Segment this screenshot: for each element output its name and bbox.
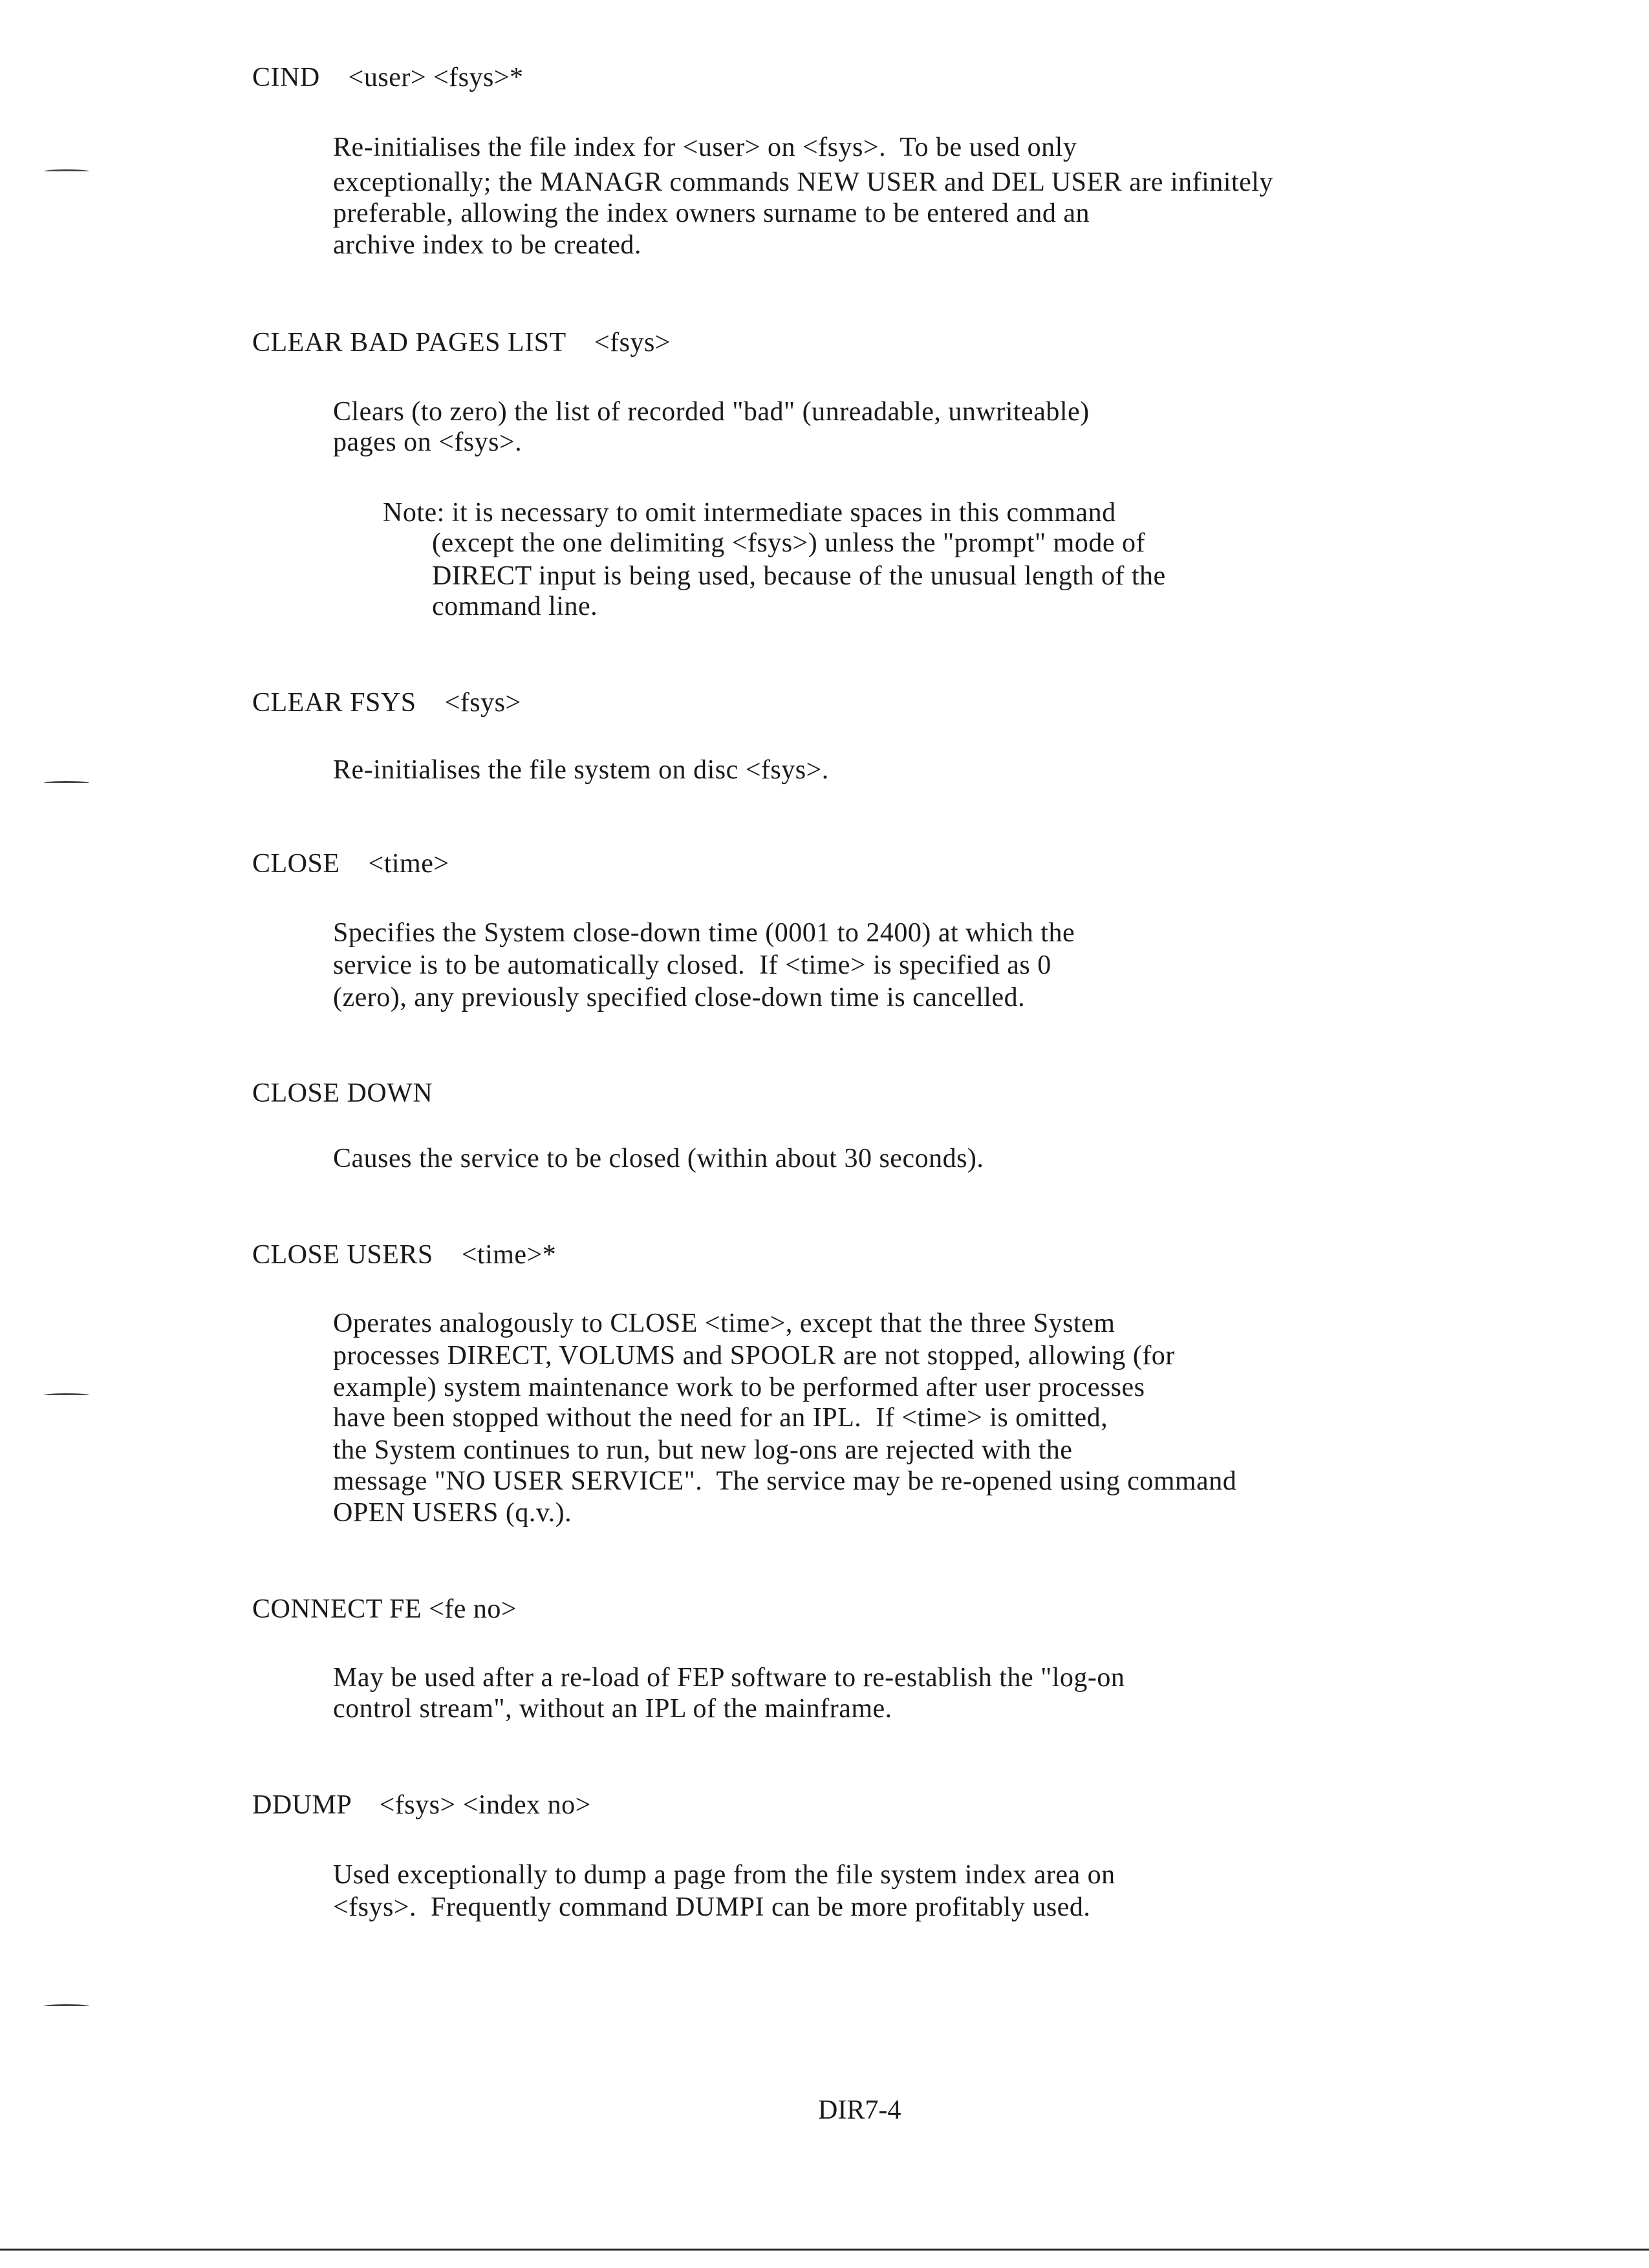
page-number: DIR7-4 <box>818 2095 901 2125</box>
entry-body-line: processes DIRECT, VOLUMS and SPOOLR are not stopped, allowing (for <box>333 1341 1175 1371</box>
entry-heading-close-users: CLOSE USERS <time>* <box>252 1240 557 1270</box>
entry-body-line: Re-initialises the file index for <user> on <fsys>. To be used only <box>333 133 1077 162</box>
entry-note-line: (except the one delimiting <fsys>) unless the "prompt" mode of <box>432 528 1145 558</box>
bottom-rule <box>0 2249 1649 2251</box>
entry-body-line: May be used after a re-load of FEP software to re-establish the "log-on <box>333 1663 1125 1693</box>
entry-heading-clear-fsys: CLEAR FSYS <fsys> <box>252 688 521 718</box>
entry-note-line: Note: it is necessary to omit intermediate spaces in this command <box>383 498 1116 528</box>
entry-body-line: service is to be automatically closed. If <time> is specified as 0 <box>333 950 1051 980</box>
entry-body-line: Re-initialises the file system on disc <fsys>. <box>333 755 829 785</box>
entry-body-line: (zero), any previously specified close-down time is cancelled. <box>333 983 1026 1012</box>
entry-body-line: Clears (to zero) the list of recorded "bad" (unreadable, unwriteable) <box>333 397 1090 427</box>
entry-note-line: DIRECT input is being used, because of the unusual length of the <box>432 561 1166 591</box>
margin-mark <box>44 2004 89 2008</box>
margin-mark <box>44 169 89 173</box>
entry-body-line: <fsys>. Frequently command DUMPI can be more profitably used. <box>333 1892 1091 1922</box>
entry-heading-ddump: DDUMP <fsys> <index no> <box>252 1790 591 1820</box>
entry-heading-clear-bad-pages-list: CLEAR BAD PAGES LIST <fsys> <box>252 328 671 358</box>
entry-heading-connect-fe: CONNECT FE <fe no> <box>252 1594 517 1624</box>
entry-body-line: have been stopped without the need for an IPL. If <time> is omitted, <box>333 1403 1108 1433</box>
entry-heading-close-down: CLOSE DOWN <box>252 1078 433 1108</box>
entry-body-line: Specifies the System close-down time (0001 to 2400) at which the <box>333 918 1075 948</box>
entry-note-line: command line. <box>432 592 598 621</box>
entry-body-line: the System continues to run, but new log-ons are rejected with the <box>333 1435 1073 1465</box>
entry-body-line: Used exceptionally to dump a page from the file system index area on <box>333 1860 1116 1890</box>
entry-body-line: exceptionally; the MANAGR commands NEW USER and DEL USER are infinitely <box>333 167 1273 197</box>
entry-heading-cind: CIND <user> <fsys>* <box>252 63 524 92</box>
entry-body-line: control stream", without an IPL of the mainframe. <box>333 1694 892 1724</box>
entry-body-line: preferable, allowing the index owners surname to be entered and an <box>333 198 1090 228</box>
margin-mark <box>44 1393 89 1397</box>
entry-body-line: example) system maintenance work to be performed after user processes <box>333 1373 1145 1402</box>
entry-body-line: message "NO USER SERVICE". The service may be re-opened using command <box>333 1466 1237 1496</box>
margin-mark <box>44 781 89 785</box>
entry-heading-close: CLOSE <time> <box>252 849 449 879</box>
entry-body-line: OPEN USERS (q.v.). <box>333 1498 572 1528</box>
entry-body-line: pages on <fsys>. <box>333 427 523 457</box>
entry-body-line: Causes the service to be closed (within about 30 seconds). <box>333 1144 984 1173</box>
entry-body-line: archive index to be created. <box>333 230 641 260</box>
entry-body-line: Operates analogously to CLOSE <time>, except that the three System <box>333 1309 1116 1338</box>
